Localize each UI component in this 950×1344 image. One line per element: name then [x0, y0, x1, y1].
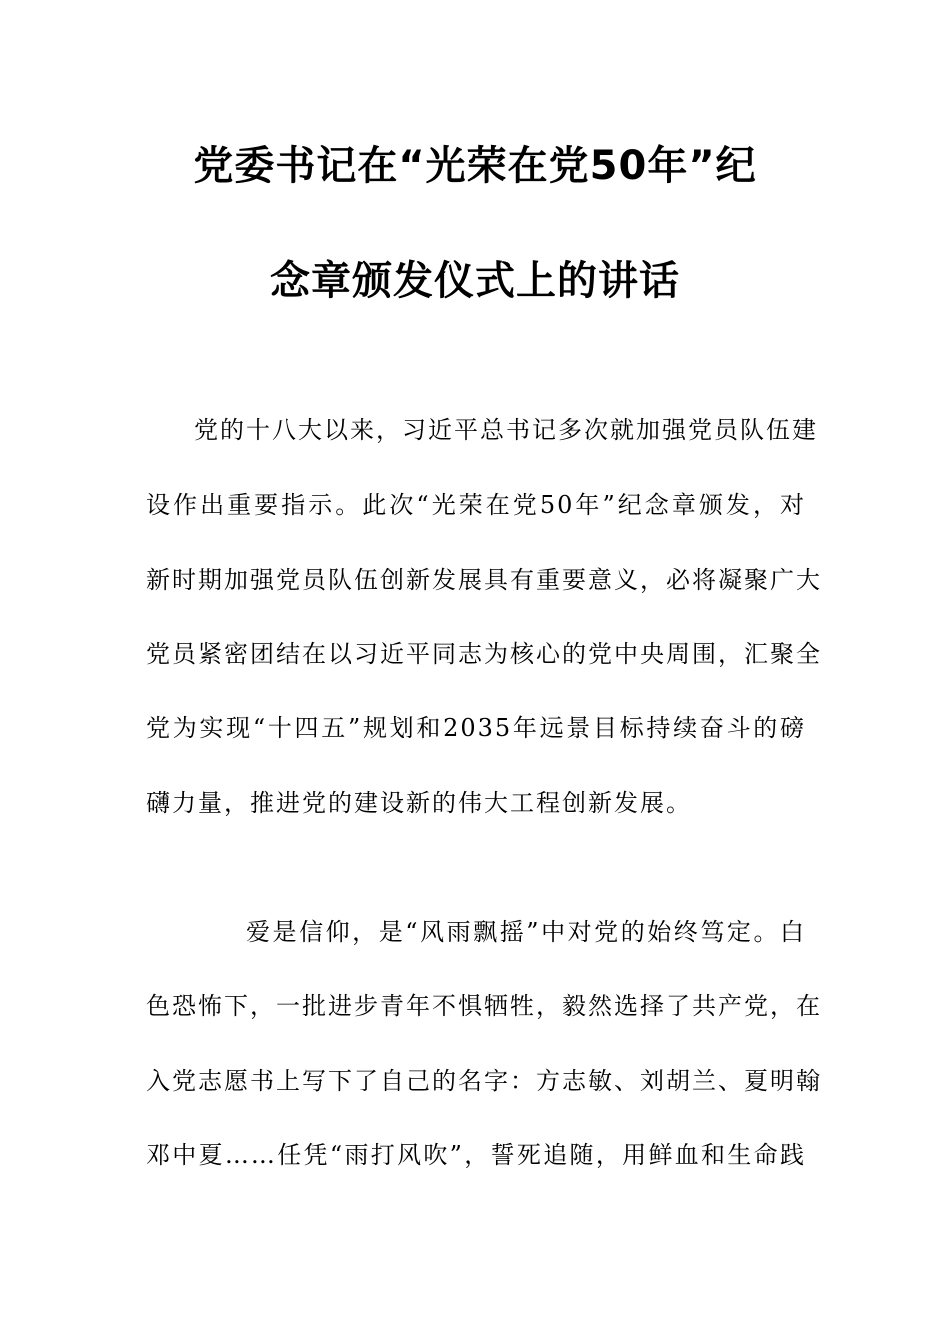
paragraph-1-line-2: 设作出重要指示。此次“光荣在党50年”纪念章颁发，对 [146, 491, 806, 519]
paragraph-2-line-4: 邓中夏……任凭“雨打风吹”，誓死追随，用鲜血和生命践 [146, 1141, 806, 1169]
paragraph-1-line-6: 礴力量，推进党的建设新的伟大工程创新发展。 [146, 789, 692, 817]
paragraph-2-line-1: 爱是信仰，是“风雨飘摇”中对党的始终笃定。白 [246, 918, 806, 946]
document-title-line-2: 念章颁发仪式上的讲话 [270, 258, 680, 304]
paragraph-1-line-3: 新时期加强党员队伍创新发展具有重要意义，必将凝聚广大 [146, 566, 822, 594]
document-title-line-1: 党委书记在“光荣在党50年”纪 [193, 143, 757, 189]
paragraph-2-line-3: 入党志愿书上写下了自己的名字：方志敏、刘胡兰、夏明翰 [146, 1067, 822, 1095]
paragraph-1-line-1: 党的十八大以来，习近平总书记多次就加强党员队伍建 [194, 416, 818, 444]
paragraph-1-line-4: 党员紧密团结在以习近平同志为核心的党中央周围，汇聚全 [146, 640, 822, 668]
paragraph-1-line-5: 党为实现“十四五”规划和2035年远景目标持续奋斗的磅 [146, 714, 806, 742]
paragraph-2-line-2: 色恐怖下，一批进步青年不惧牺牲，毅然选择了共产党，在 [146, 992, 822, 1020]
